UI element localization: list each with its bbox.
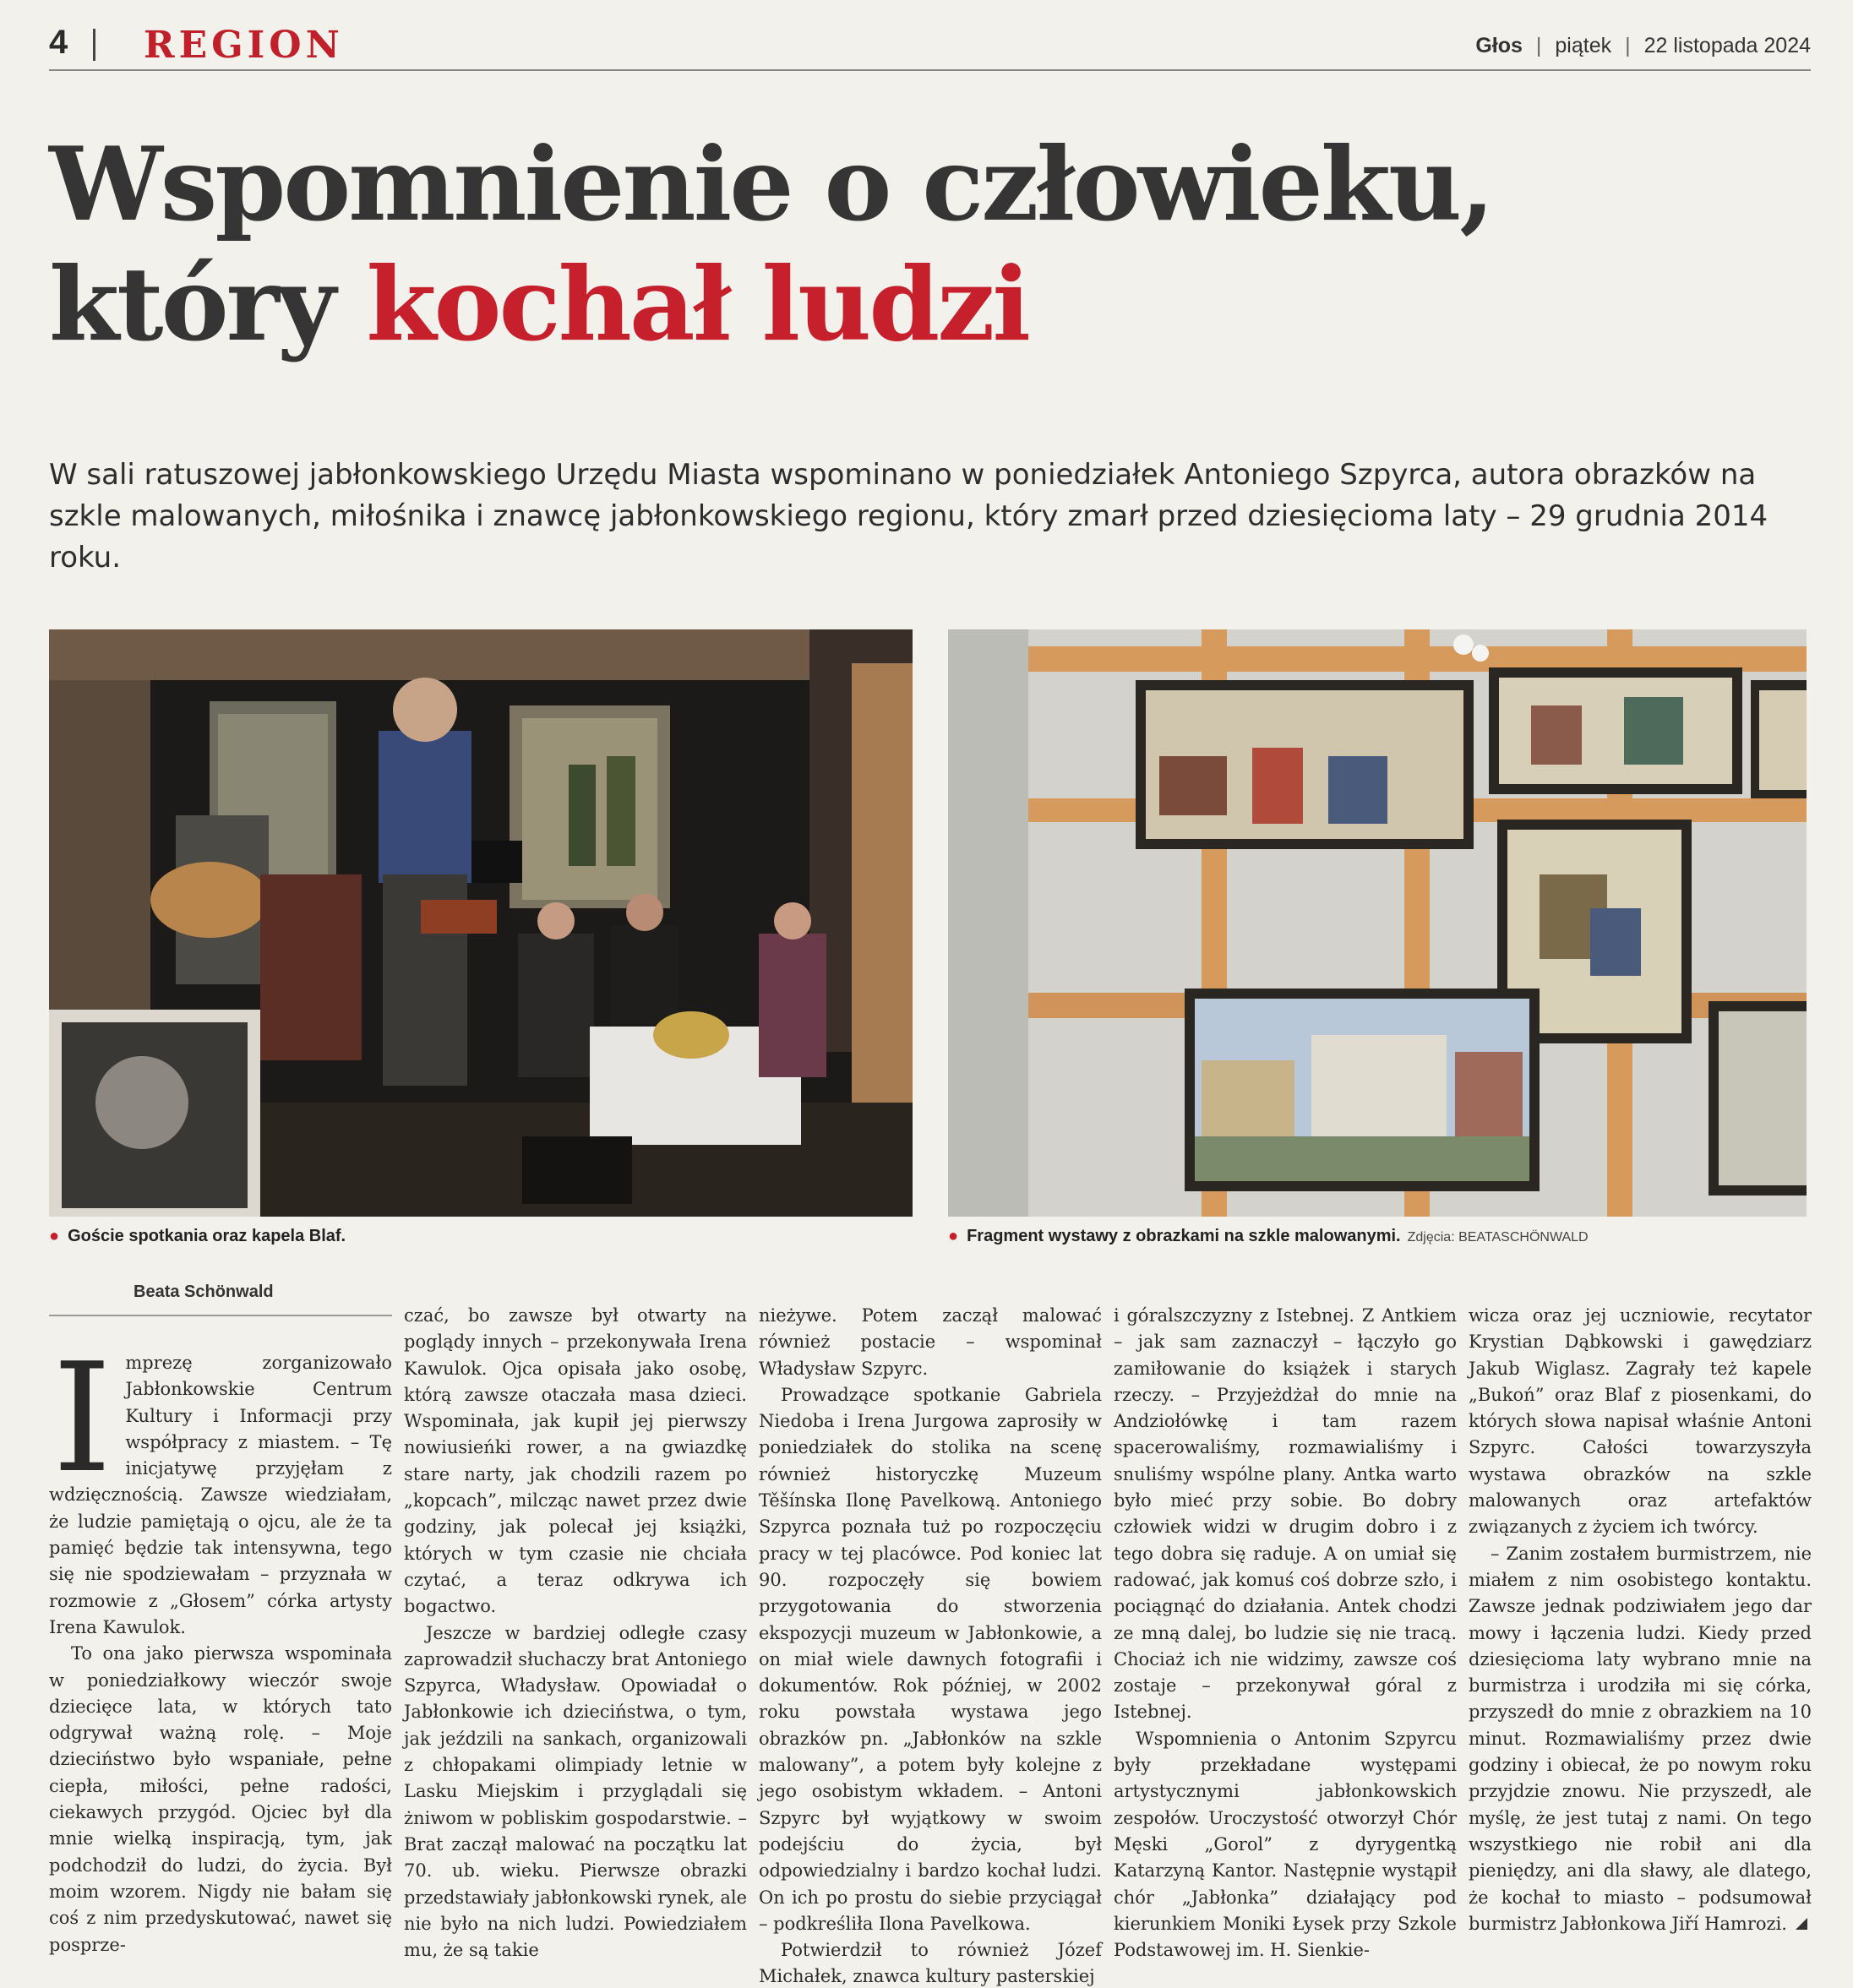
byline-rule	[49, 1315, 392, 1316]
paragraph: wicza oraz jej uczniowie, recytator Krystian Dąbkowski i gawędziarz Jakub Wiglasz. Zagrały też kapele „Bukoń” oraz Blaf z piosenkami, do których słowa napisał właśnie Antoni Szpyrc. Całości towarzyszyła wystawa obrazków na szkle malowanych oraz artefaktów związanych z życiem ich twórcy.	[1469, 1305, 1812, 1538]
paragraph: i góralszczyzny z Istebnej. Z Antkiem – jak sam zaznaczył – łączyło go zamiłowanie do książek i starych rzeczy. – Przyjeżdżał do mnie na Andziołówkę i tam razem spacerowaliśmy, rozmawialiśmy i snuliśmy wspólne plany. Antka warto było mieć przy sobie. Bo dobry człowiek widzi w drugim dobro i z tego dobra się raduje. A on umiał się radować, jak komuś coś dobrze szło, i pociągnąć do działania. Antek chodzi ze mną dalej, bo ludzie się nie tracą. Chociaż ich nie widzimy, zawsze coś zostaje – przekonywał góral z Istebnej.	[1114, 1305, 1457, 1723]
section-label: REGION	[144, 24, 344, 67]
headline-line-2-black: który	[49, 245, 334, 364]
text-column-1	[49, 1331, 392, 1958]
paragraph: Prowadzące spotkanie Gabriela Niedoba i Irena Jurgowa zaprosiły w poniedziałek do stolika na scenę również historyczkę Muzeum Těšínska Ilonę Pavelkową. Antoniego Szpyrca poznała tuż po rozpoczęciu pracy w tej placówce. Pod koniec lat 90. rozpoczęły się bowiem przygotowania do stworzenia ekspozycji muzeum w Jabłonkowie, a on miał wiele dawnych fotografii i dokumentów. Rok później, w 2002 roku powstała wystawa jego obrazków pn. „Jabłonków na szkle malowany”, a potem były kolejne z jego osobistym wkładem. – Antoni Szpyrc był wyjątkowy w swoim podejściu do życia, był odpowiedzialny i bardzo kochał ludzi. On ich po prostu do siebie przyciągał – podkreśliła Ilona Pavelkowa.	[759, 1384, 1102, 1934]
issue-date: 22 listopada 2024	[1643, 34, 1811, 57]
headline-line-1: Wspomnienie o człowieku,	[49, 125, 1493, 244]
article-headline	[49, 125, 1823, 365]
text-column-5	[1469, 1303, 1812, 1937]
issue-weekday: piątek	[1555, 34, 1612, 57]
paragraph: Wspomnienia o Antonim Szpyrcu były przekładane występami artystycznymi jabłonkowskich zespołów. Uroczystość otworzył Chór Męski „Gorol” z dyrygentką Katarzyną Kantor. Następnie wystąpił chór „Jabłonka” działający pod kierunkiem Moniki Łysek przy Szkole Podstawowej im. H. Sienkie-	[1114, 1728, 1457, 1961]
page-header	[49, 24, 1811, 69]
photo-credit: Zdjęcia: BEATASCHÖNWALD	[1407, 1230, 1589, 1245]
article-byline: Beata Schönwald	[134, 1283, 274, 1301]
photo-exhibition	[948, 629, 1807, 1217]
header-rule	[49, 69, 1811, 71]
paragraph: To ona jako pierwsza wspominała w poniedziałkowy wieczór swoje dziecięce lata, w których tato odgrywał ważną rolę. – Moje dzieciństwo było wspaniałe, pełne ciepła, miłości, pełne radości, ciekawych przygód. Ojciec był dla mnie wielką inspiracją, tym, jak podchodził do ludzi, do życia. Był moim wzorem. Nigdy nie bałam się coś z nim przedyskutować, nawet się posprze-	[49, 1643, 392, 1955]
page-number: 4	[49, 24, 68, 61]
drop-cap: I	[52, 1331, 112, 1506]
paragraph: czać, bo zawsze był otwarty na poglądy innych – przekonywała Irena Kawulok. Ojca opisała jako osobę, którą zawsze otaczała masa dzieci. Wspominała, jak kupił jej pierwszy nowiusieńki rower, a na gwiazdkę stare narty, jak chodzili razem po „kopcach”, milcząc nawet przez dwie godziny, jak polecał jej książki, których w tym czasie nie chciała czytać, a teraz odkrywa ich bogactwo.	[404, 1305, 747, 1617]
photo-exhibition-caption: ● Fragment wystawy z obrazkami na szkle malowanymi. Zdjęcia: BEATASCHÖNWALD	[948, 1227, 1589, 1245]
paragraph: mprezę zorganizowało Jabłonkowskie Centrum Kultury i Informacji przy współpracy z miastem. – Tę inicjatywę przyjęłam z wdzięcznością. Zawsze wiedziałam, że ludzie pamiętają o ojcu, ale że ta pamięć będzie tak intensywna, tego się nie spodziewałam – przyznała w rozmowie z „Głosem” córka artysty Irena Kawulok.	[49, 1353, 392, 1637]
publication-name: Głos	[1475, 34, 1523, 57]
meta-separator: |	[1535, 34, 1542, 57]
caption-bullet: ●	[49, 1227, 60, 1245]
concert-illustration	[49, 629, 913, 1217]
text-column-3	[759, 1303, 1102, 1988]
meta-separator: |	[1625, 34, 1631, 57]
article-lead: W sali ratuszowej jabłonkowskiego Urzędu Miasta wspominano w poniedziałek Antoniego Szpyrca, autora obrazków na szkle malowanych, miłośnika i znawcę jabłonkowskiego regionu, który zmarł przed dziesięcioma laty – 29 grudnia 2014 roku.	[49, 458, 1769, 575]
exhibition-illustration	[948, 629, 1807, 1217]
text-column-2	[404, 1303, 747, 1963]
paragraph: Potwierdził to również Józef Michałek, znawca kultury pasterskiej	[759, 1940, 1102, 1987]
end-of-article-icon	[1796, 1918, 1807, 1930]
header-divider	[93, 29, 95, 61]
closing-paragraph-text: – Zanim zostałem burmistrzem, nie miałem z nim osobistego kontaktu. Zawsze jednak podziwiałem jego dar mowy i łączenia ludzi. Kiedy przed dziesięcioma laty wybrano mnie na burmistrza i urodziła mi się córka, przyszedł do mnie z obrazkiem na 10 minut. Rozmawialiśmy przez dwie godziny i obiecał, że po nowym roku przyjdzie znowu. Nie przyszedł, ale myślę, że jest tutaj z nami. On tego wszystkiego nie robił ani dla pieniędzy, ani dla sławy, ale dlatego, że kochał to miasto – podsumował burmistrz Jabłonkowa Jiří Hamrozi.	[1469, 1543, 1812, 1934]
paragraph: Jeszcze w bardziej odległe czasy zaprowadził słuchaczy brat Antoniego Szpyrca, Władysław. Opowiadał o Jabłonkowie ich dzieciństwa, o tym, jak jeździli na sankach, organizowali z chłopakami olimpiady letnie w Lasku Miejskim i przyglądali się żniwom w pobliskim gospodarstwie. – Brat zaczął malować na początku lat 70. ub. wieku. Pierwsze obrazki przedstawiały jabłonkowski rynek, ale nie było na nich ludzi. Powiedziałem mu, że są takie	[404, 1622, 747, 1961]
headline-line-2-red: kochał ludzi	[366, 245, 1029, 364]
paragraph	[1469, 1541, 1812, 1937]
caption-bullet: ●	[948, 1227, 959, 1245]
photo-concert-caption: ● Goście spotkania oraz kapela Blaf.	[49, 1227, 346, 1245]
text-column-4	[1114, 1303, 1457, 1963]
issue-info	[1475, 34, 1811, 58]
photo-concert	[49, 629, 913, 1217]
paragraph: nieżywe. Potem zaczął malować również postacie – wspominał Władysław Szpyrc.	[759, 1305, 1102, 1379]
